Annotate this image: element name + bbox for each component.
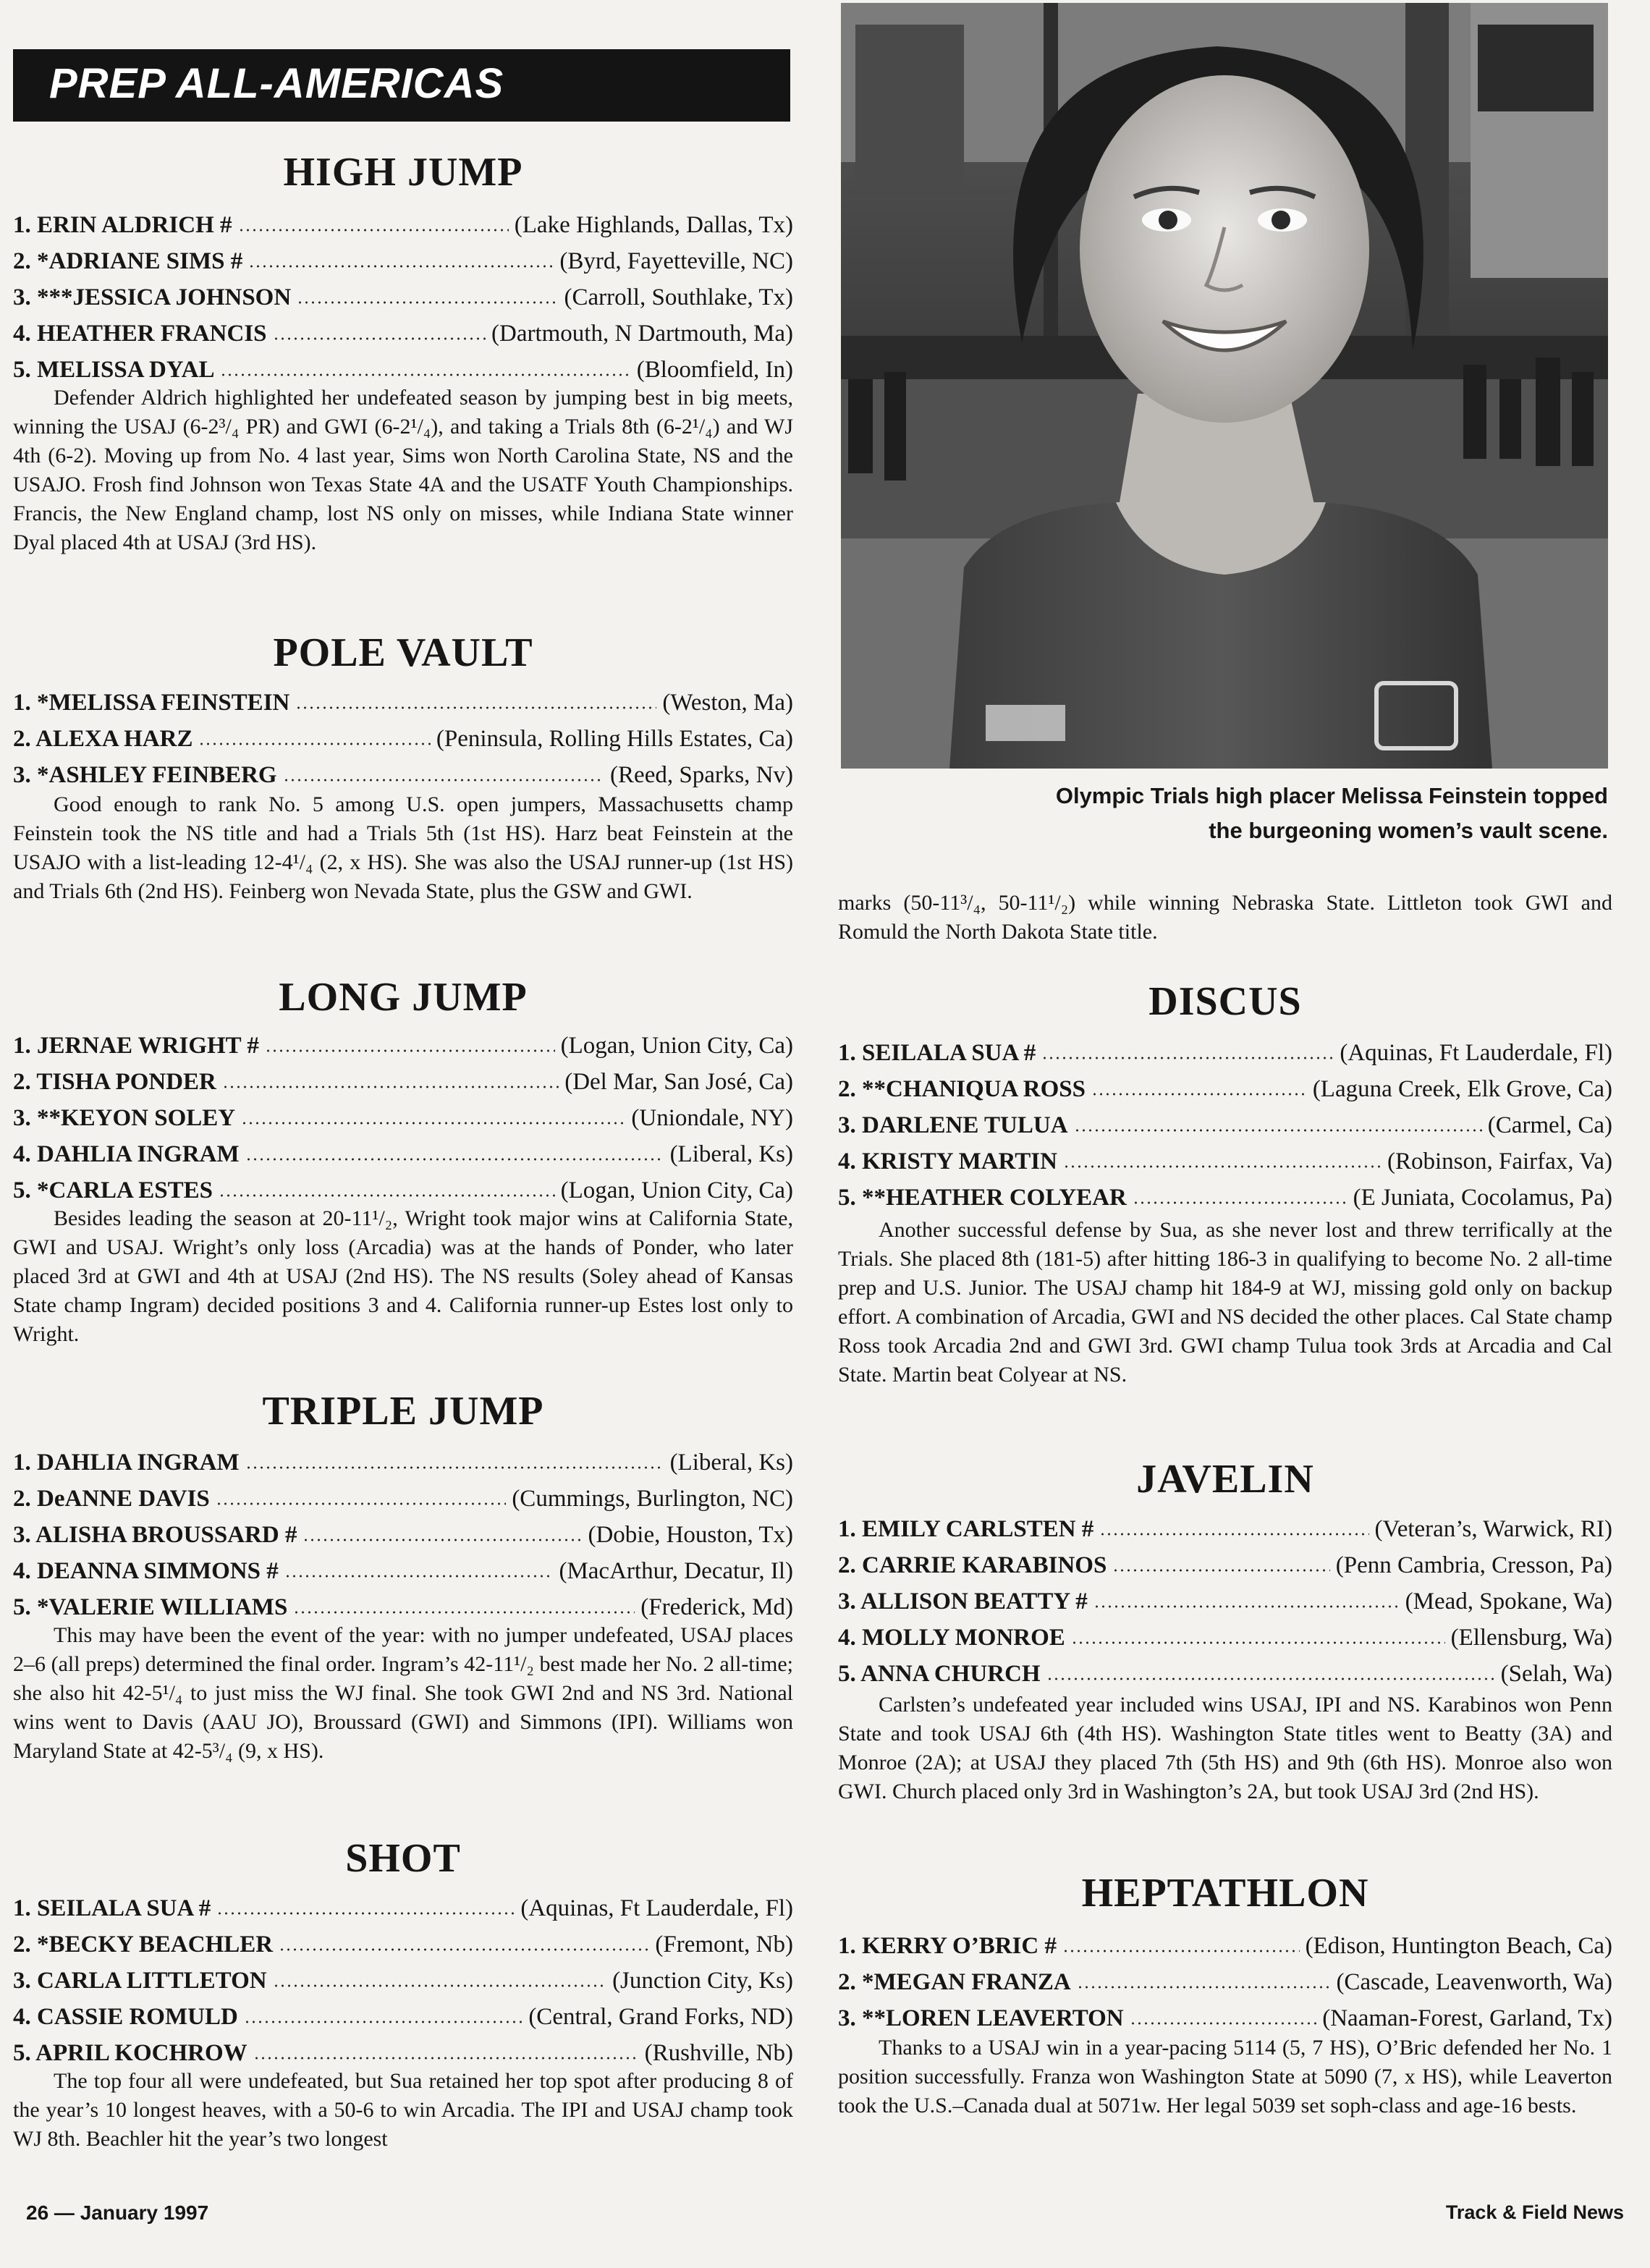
athlete-name: 4. CASSIE ROMULD <box>13 2004 238 2030</box>
event-summary-shot-continued: marks (50-11³/₄, 50-11¹/₂) while winning Nebraska State. Littleton took GWI and Romuld the North Dakota State title. <box>838 891 1612 944</box>
athlete-name: 3. DARLENE TULUA <box>838 1112 1068 1138</box>
result-row <box>838 1180 1612 1216</box>
athlete-name: 1. DAHLIA INGRAM <box>13 1450 240 1476</box>
leader-dots <box>1133 1201 1348 1204</box>
leader-dots <box>1112 1569 1329 1572</box>
event-summary-shot: The top four all were undefeated, but Sua retained her top spot after producing 8 of the year’s 10 longest heaves, with a 50-6 to win Arcadia. The IPI and USAJ champ took WJ 8th. Beachler hit the year’s two longest <box>13 2069 793 2151</box>
photo-caption-line: Olympic Trials high placer Melissa Feinstein topped <box>1055 783 1608 808</box>
result-row <box>13 1136 793 1172</box>
event-title-javelin: JAVELIN <box>1136 1457 1314 1502</box>
results-pole-vault <box>13 685 793 793</box>
leader-dots <box>1130 2022 1317 2025</box>
leader-dots <box>248 265 554 268</box>
school-name: (Central, Grand Forks, ND) <box>528 2004 793 2030</box>
leader-dots <box>295 706 656 709</box>
school-name: (Penn Cambria, Cresson, Pa) <box>1335 1552 1612 1578</box>
leader-dots <box>284 1575 554 1578</box>
school-name: (Selah, Wa) <box>1500 1661 1612 1687</box>
leader-dots <box>220 373 630 376</box>
event-summary-discus: Another successful defense by Sua, as she never lost and threw terrifically at the Trials. She placed 8th (181-5) after hitting 186-3 in qualifying to become No. 2 all-time prep and U.S. Junior. The USAJ champ hit 184-9 at WJ, missing gold only on backup effort. A combination of Arcadia, GWI and NS decided the other places. Cal State champ Ross took Arcadia 2nd and GWI 3rd. GWI champ Tulua took 3rds at Arcadia and Cal State. Martin beat Colyear at NS. <box>838 1218 1612 1387</box>
leader-dots <box>1062 1950 1300 1952</box>
school-name: (Del Mar, San José, Ca) <box>564 1069 793 1095</box>
school-name: (Carroll, Southlake, Tx) <box>564 284 793 310</box>
result-row <box>13 1481 793 1517</box>
result-row <box>838 1547 1612 1583</box>
school-name: (Dartmouth, N Dartmouth, Ma) <box>491 321 793 347</box>
event-summary-pole-vault: Good enough to rank No. 5 among U.S. open jumpers, Massachusetts champ Feinstein took the NS title and had a Trials 5th (1st HS). Harz beat Feinstein at the USAJO with a list-leading 12-4¹/₄ (2, x HS). She was also the USAJ runner-up (1st HS) and Trials 6th (2nd HS). Feinberg won Nevada State, plus the GSW and GWI. <box>13 792 793 903</box>
event-title-shot: SHOT <box>345 1836 461 1881</box>
results-high-jump <box>13 207 793 388</box>
school-name: (Cascade, Leavenworth, Wa) <box>1336 1969 1612 1995</box>
result-row <box>838 1035 1612 1071</box>
athlete-name: 1. ERIN ALDRICH # <box>13 212 232 238</box>
school-name: (Bloomfield, In) <box>636 357 793 383</box>
school-name: (Junction City, Ks) <box>612 1968 793 1994</box>
leader-dots <box>222 1086 559 1088</box>
athlete-name: 2. CARRIE KARABINOS <box>838 1552 1107 1578</box>
school-name: (E Juniata, Cocolamus, Pa) <box>1353 1185 1612 1211</box>
school-name: (Carmel, Ca) <box>1487 1112 1612 1138</box>
athlete-name: 2. DeANNE DAVIS <box>13 1486 210 1512</box>
result-row <box>13 207 793 243</box>
school-name: (Rushville, Nb) <box>644 2040 793 2066</box>
results-discus <box>838 1035 1612 1216</box>
school-name: (Weston, Ma) <box>662 690 793 716</box>
school-name: (Robinson, Fairfax, Va) <box>1387 1148 1612 1175</box>
athlete-name: 3. **KEYON SOLEY <box>13 1105 236 1131</box>
event-title-long-jump: LONG JUMP <box>279 975 528 1020</box>
leader-dots <box>253 2057 639 2060</box>
result-row <box>838 1656 1612 1692</box>
school-name: (Peninsula, Rolling Hills Estates, Ca) <box>436 726 793 752</box>
result-row <box>838 1620 1612 1656</box>
athlete-name: 3. ALLISON BEATTY # <box>838 1588 1088 1615</box>
school-name: (Veteran’s, Warwick, RI) <box>1374 1516 1612 1542</box>
event-summary-triple-jump: This may have been the event of the year: with no jumper undefeated, USAJ places 2–6 (all preps) determined the final order. Ingram’s 42-11¹/₂ best made her No. 2 all-time; she also hit 42-5¹/₄ to just miss the WJ final. She took GWI 2nd and NS 3rd. National wins went to Davis (AAU JO), Broussard (GWI) and Simmons (IPI). Williams won Maryland State at 42-5³/₄ (9, x HS). <box>13 1623 793 1763</box>
results-shot <box>13 1890 793 2071</box>
athlete-name: 4. MOLLY MONROE <box>838 1625 1065 1651</box>
athlete-name: 4. HEATHER FRANCIS <box>13 321 267 347</box>
athlete-name: 5. MELISSA DYAL <box>13 357 215 383</box>
results-long-jump <box>13 1028 793 1209</box>
athlete-name: 5. APRIL KOCHROW <box>13 2040 248 2066</box>
leader-dots <box>265 1049 555 1052</box>
result-row <box>13 2035 793 2071</box>
event-title-heptathlon: HEPTATHLON <box>1081 1871 1369 1916</box>
athlete-name: 5. ANNA CHURCH <box>838 1661 1041 1687</box>
leader-dots <box>1093 1605 1400 1608</box>
result-row <box>838 1511 1612 1547</box>
leader-dots <box>1041 1057 1334 1059</box>
result-row <box>13 1890 793 1926</box>
event-summary-heptathlon: Thanks to a USAJ win in a year-pacing 5114 (5, 7 HS), O’Bric defended her No. 1 position successfully. Franza won Washington State at 5090 (7, x HS), while Leaverton took the U.S.–Canada dual at 5071w. Her legal 5039 set soph-class and age-16 bests. <box>838 2036 1612 2117</box>
athlete-name: 1. SEILALA SUA # <box>13 1895 211 1921</box>
athlete-name: 2. *MEGAN FRANZA <box>838 1969 1071 1995</box>
athlete-name: 3. *ASHLEY FEINBERG <box>13 762 277 788</box>
result-row <box>13 1963 793 1999</box>
school-name: (Fremont, Nb) <box>655 1931 793 1958</box>
school-name: (Lake Highlands, Dallas, Tx) <box>514 212 793 238</box>
athlete-name: 1. EMILY CARLSTEN # <box>838 1516 1094 1542</box>
school-name: (Edison, Huntington Beach, Ca) <box>1305 1933 1612 1959</box>
photo-caption-line: the burgeoning women’s vault scene. <box>1209 818 1608 843</box>
leader-dots <box>1071 1641 1445 1644</box>
athlete-name: 5. **HEATHER COLYEAR <box>838 1185 1127 1211</box>
section-banner-label: PREP ALL-AMERICAS <box>49 60 504 107</box>
athlete-name: 3. **LOREN LEAVERTON <box>838 2005 1124 2031</box>
result-row <box>13 279 793 316</box>
leader-dots <box>273 337 486 340</box>
page-folio: 26 — January 1997 <box>26 2201 209 2224</box>
leader-dots <box>1091 1093 1307 1096</box>
school-name: (MacArthur, Decatur, Il) <box>559 1558 793 1584</box>
athlete-name: 2. ALEXA HARZ <box>13 726 193 752</box>
result-row <box>838 2000 1612 2036</box>
school-name: (Ellensburg, Wa) <box>1450 1625 1612 1651</box>
athlete-name: 1. *MELISSA FEINSTEIN <box>13 690 290 716</box>
athlete-name: 2. *BECKY BEACHLER <box>13 1931 274 1958</box>
school-name: (Liberal, Ks) <box>669 1450 793 1476</box>
event-summary-high-jump: Defender Aldrich highlighted her undefeated season by jumping best in big meets, winning the USAJ (6-2³/₄ PR) and GWI (6-2¹/₄), and taking a Trials 8th (6-2¹/₄) and WJ 4th (6-2). Moving up from No. 4 last year, Sims won North Carolina State, NS and the USAJO. Frosh find Johnson won Texas State 4A and the USATF Youth Championships. Francis, the New England champ, lost NS only on misses, while Indiana State winner Dyal placed 4th at USAJ (3rd HS). <box>13 386 793 554</box>
results-javelin <box>838 1511 1612 1692</box>
leader-dots <box>302 1539 582 1541</box>
result-row <box>838 1071 1612 1107</box>
leader-dots <box>216 1502 507 1505</box>
left-column <box>13 0 793 2171</box>
leader-dots <box>283 779 604 782</box>
athlete-name: 3. ALISHA BROUSSARD # <box>13 1522 297 1548</box>
athlete-name: 5. *CARLA ESTES <box>13 1177 213 1203</box>
event-title-pole-vault: POLE VAULT <box>273 630 533 675</box>
result-row <box>13 1172 793 1209</box>
school-name: (Logan, Union City, Ca) <box>560 1033 793 1059</box>
school-name: (Uniondale, NY) <box>631 1105 793 1131</box>
leader-dots <box>198 742 430 745</box>
leader-dots <box>1063 1165 1382 1168</box>
result-row <box>838 1583 1612 1620</box>
result-row <box>13 1100 793 1136</box>
result-row <box>13 685 793 721</box>
result-row <box>13 352 793 388</box>
result-row <box>838 1107 1612 1143</box>
result-row <box>13 1589 793 1625</box>
athlete-name: 3. CARLA LITTLETON <box>13 1968 267 1994</box>
result-row <box>13 316 793 352</box>
athlete-name: 4. DEANNA SIMMONS # <box>13 1558 279 1584</box>
result-row <box>13 1028 793 1064</box>
school-name: (Laguna Creek, Elk Grove, Ca) <box>1312 1076 1612 1102</box>
athlete-name: 2. **CHANIQUA ROSS <box>838 1076 1086 1102</box>
athlete-name: 1. JERNAE WRIGHT # <box>13 1033 259 1059</box>
leader-dots <box>273 1984 606 1987</box>
athlete-name: 4. DAHLIA INGRAM <box>13 1141 240 1167</box>
school-name: (Logan, Union City, Ca) <box>560 1177 793 1203</box>
leader-dots <box>244 2021 523 2023</box>
result-row <box>838 1143 1612 1180</box>
school-name: (Liberal, Ks) <box>669 1141 793 1167</box>
school-name: (Mead, Spokane, Wa) <box>1405 1588 1612 1615</box>
athlete-name: 4. KRISTY MARTIN <box>838 1148 1057 1175</box>
result-row <box>13 243 793 279</box>
event-title-discus: DISCUS <box>1148 979 1302 1024</box>
leader-dots <box>238 229 509 232</box>
school-name: (Byrd, Fayetteville, NC) <box>559 248 793 274</box>
publication-name: Track & Field News <box>1445 2201 1624 2223</box>
right-column <box>838 0 1612 2171</box>
school-name: (Cummings, Burlington, NC) <box>512 1486 793 1512</box>
leader-dots <box>1074 1129 1482 1132</box>
athlete-name: 1. SEILALA SUA # <box>838 1040 1036 1066</box>
leader-dots <box>241 1122 625 1125</box>
leader-dots <box>297 301 558 304</box>
leader-dots <box>219 1194 555 1197</box>
leader-dots <box>1046 1677 1495 1680</box>
result-row <box>13 721 793 757</box>
results-triple-jump <box>13 1444 793 1625</box>
leader-dots <box>245 1466 664 1469</box>
leader-dots <box>245 1158 664 1161</box>
school-name: (Naaman-Forest, Garland, Tx) <box>1322 2005 1612 2031</box>
result-row <box>838 1928 1612 1964</box>
athlete-name: 5. *VALERIE WILLIAMS <box>13 1594 288 1620</box>
result-row <box>838 1964 1612 2000</box>
athlete-name: 2. *ADRIANE SIMS # <box>13 248 243 274</box>
result-row <box>13 1553 793 1589</box>
result-row <box>13 1999 793 2035</box>
athlete-name: 1. KERRY O’BRIC # <box>838 1933 1057 1959</box>
results-heptathlon <box>838 1928 1612 2036</box>
leader-dots <box>216 1912 515 1915</box>
leader-dots <box>279 1948 649 1951</box>
leader-dots <box>293 1611 635 1614</box>
result-row <box>13 1517 793 1553</box>
school-name: (Reed, Sparks, Nv) <box>610 762 793 788</box>
school-name: (Dobie, Houston, Tx) <box>588 1522 793 1548</box>
result-row <box>13 1064 793 1100</box>
result-row <box>13 1444 793 1481</box>
result-row <box>13 757 793 793</box>
leader-dots <box>1099 1533 1368 1536</box>
school-name: (Aquinas, Ft Lauderdale, Fl) <box>520 1895 793 1921</box>
school-name: (Frederick, Md) <box>640 1594 793 1620</box>
event-summary-javelin: Carlsten’s undefeated year included wins USAJ, IPI and NS. Karabinos won Penn State and took USAJ 6th (4th HS). Washington State titles went to Beatty (3A) and Monroe (2A); at USAJ they placed 7th (5th HS) and 9th (6th HS). Monroe also won GWI. Church placed only 3rd in Washington’s 2A, but took USAJ 3rd (2nd HS). <box>838 1693 1612 1803</box>
athlete-name: 2. TISHA PONDER <box>13 1069 216 1095</box>
event-title-high-jump: HIGH JUMP <box>283 150 523 195</box>
school-name: (Aquinas, Ft Lauderdale, Fl) <box>1340 1040 1612 1066</box>
leader-dots <box>1077 1986 1331 1989</box>
result-row <box>13 1926 793 1963</box>
athlete-name: 3. ***JESSICA JOHNSON <box>13 284 292 310</box>
event-summary-long-jump: Besides leading the season at 20-11¹/₂, Wright took major wins at California State, GWI and USAJ. Wright’s only loss (Arcadia) was at the hands of Ponder, who later placed 3rd at GWI and 4th at USAJ (2nd HS). The NS results (Soley ahead of Kansas State champ Ingram) decided positions 3 and 4. California runner-up Estes lost only to Wright. <box>13 1206 793 1346</box>
event-title-triple-jump: TRIPLE JUMP <box>262 1389 544 1434</box>
